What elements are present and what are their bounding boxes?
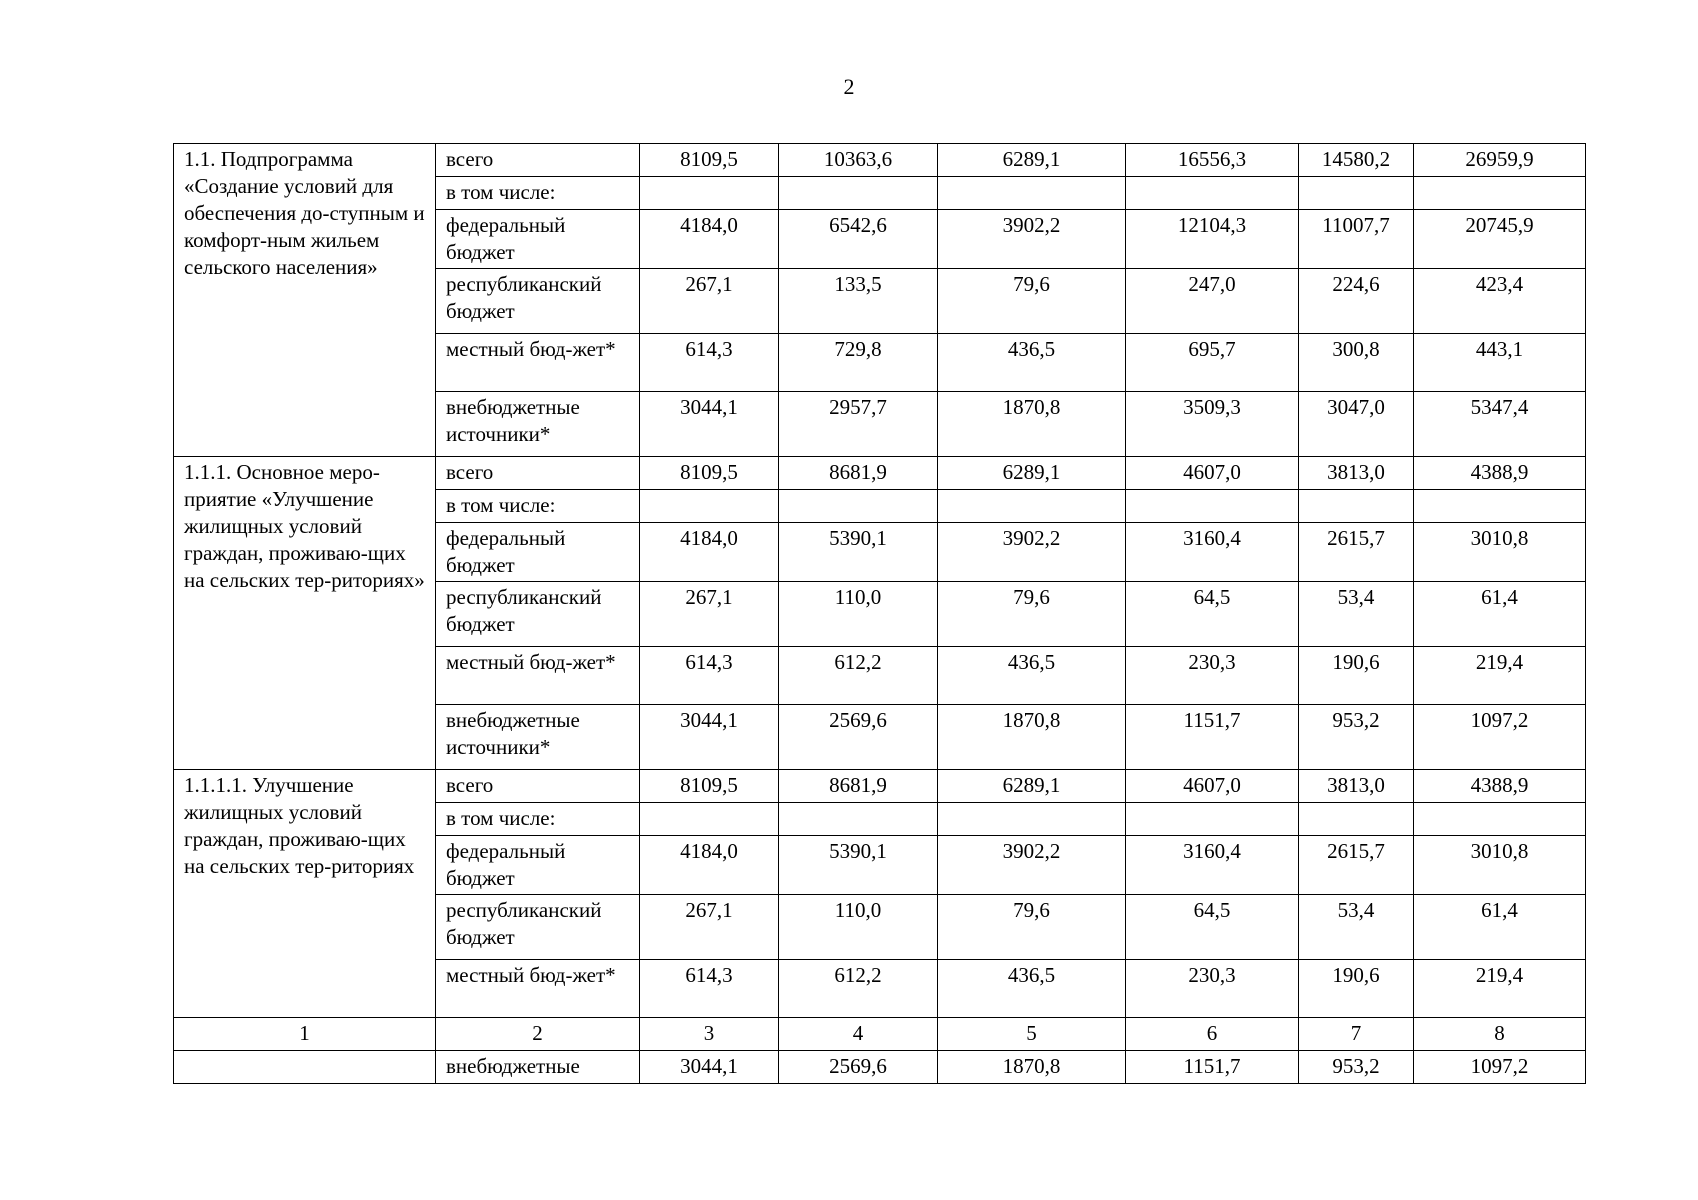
value-cell: 4388,9 <box>1414 457 1586 490</box>
value-cell: 6289,1 <box>938 770 1126 803</box>
column-number-cell: 2 <box>436 1018 640 1051</box>
column-number-cell: 5 <box>938 1018 1126 1051</box>
value-cell <box>779 177 938 210</box>
value-cell: 6289,1 <box>938 457 1126 490</box>
funding-source-cell: федеральный бюджет <box>436 210 640 269</box>
value-cell: 3044,1 <box>640 392 779 457</box>
value-cell: 612,2 <box>779 960 938 1018</box>
column-number-cell: 8 <box>1414 1018 1586 1051</box>
value-cell <box>1299 177 1414 210</box>
value-cell: 79,6 <box>938 269 1126 334</box>
value-cell: 2957,7 <box>779 392 938 457</box>
value-cell: 64,5 <box>1126 582 1299 647</box>
value-cell: 3044,1 <box>640 705 779 770</box>
funding-source-cell: в том числе: <box>436 177 640 210</box>
value-cell <box>938 490 1126 523</box>
value-cell: 10363,6 <box>779 144 938 177</box>
program-name-cell: 1.1.1.1. Улучшение жилищных условий граждан, проживаю-щих на сельских тер-риториях <box>174 770 436 1018</box>
value-cell: 14580,2 <box>1299 144 1414 177</box>
table-row <box>174 144 1586 177</box>
table-row <box>174 1051 1586 1084</box>
value-cell: 6542,6 <box>779 210 938 269</box>
value-cell: 61,4 <box>1414 582 1586 647</box>
value-cell: 2615,7 <box>1299 523 1414 582</box>
funding-source-cell: всего <box>436 770 640 803</box>
column-number-cell: 6 <box>1126 1018 1299 1051</box>
value-cell <box>779 803 938 836</box>
value-cell: 614,3 <box>640 647 779 705</box>
value-cell <box>1414 803 1586 836</box>
value-cell: 6289,1 <box>938 144 1126 177</box>
funding-source-cell: федеральный бюджет <box>436 836 640 895</box>
value-cell: 11007,7 <box>1299 210 1414 269</box>
value-cell: 4184,0 <box>640 210 779 269</box>
value-cell: 1870,8 <box>938 1051 1126 1084</box>
column-number-cell: 1 <box>174 1018 436 1051</box>
value-cell <box>1414 177 1586 210</box>
value-cell <box>938 177 1126 210</box>
value-cell: 5390,1 <box>779 836 938 895</box>
value-cell: 53,4 <box>1299 582 1414 647</box>
value-cell: 3902,2 <box>938 210 1126 269</box>
program-name-cell <box>174 1051 436 1084</box>
value-cell <box>640 490 779 523</box>
program-name-cell: 1.1.1. Основное меро-приятие «Улучшение жилищных условий граждан, проживаю-щих на сельских тер-риториях» <box>174 457 436 770</box>
value-cell: 3044,1 <box>640 1051 779 1084</box>
value-cell: 436,5 <box>938 334 1126 392</box>
value-cell: 190,6 <box>1299 960 1414 1018</box>
value-cell <box>1299 803 1414 836</box>
funding-source-cell: местный бюд-жет* <box>436 334 640 392</box>
funding-source-cell: федеральный бюджет <box>436 523 640 582</box>
value-cell: 5347,4 <box>1414 392 1586 457</box>
table-row <box>174 457 1586 490</box>
value-cell: 2569,6 <box>779 705 938 770</box>
value-cell: 695,7 <box>1126 334 1299 392</box>
funding-source-cell: в том числе: <box>436 490 640 523</box>
value-cell <box>1299 490 1414 523</box>
value-cell: 1151,7 <box>1126 705 1299 770</box>
funding-source-cell: местный бюд-жет* <box>436 960 640 1018</box>
funding-source-cell: республиканский бюджет <box>436 895 640 960</box>
value-cell: 612,2 <box>779 647 938 705</box>
value-cell: 26959,9 <box>1414 144 1586 177</box>
value-cell: 16556,3 <box>1126 144 1299 177</box>
value-cell: 4607,0 <box>1126 457 1299 490</box>
funding-source-cell: республиканский бюджет <box>436 269 640 334</box>
program-name-cell: 1.1. Подпрограмма «Создание условий для обеспечения до-ступным и комфорт-ным жильем сельского населения» <box>174 144 436 457</box>
value-cell: 3010,8 <box>1414 836 1586 895</box>
value-cell: 953,2 <box>1299 1051 1414 1084</box>
funding-source-cell: внебюджетные источники* <box>436 705 640 770</box>
table-row <box>174 770 1586 803</box>
value-cell <box>640 803 779 836</box>
funding-source-cell: внебюджетные источники* <box>436 392 640 457</box>
value-cell <box>1126 803 1299 836</box>
funding-source-cell: внебюджетные <box>436 1051 640 1084</box>
value-cell <box>1126 177 1299 210</box>
value-cell: 8109,5 <box>640 144 779 177</box>
value-cell: 267,1 <box>640 582 779 647</box>
value-cell: 614,3 <box>640 960 779 1018</box>
value-cell: 2569,6 <box>779 1051 938 1084</box>
value-cell: 3902,2 <box>938 836 1126 895</box>
value-cell: 64,5 <box>1126 895 1299 960</box>
value-cell: 3010,8 <box>1414 523 1586 582</box>
value-cell: 8681,9 <box>779 457 938 490</box>
value-cell: 1097,2 <box>1414 1051 1586 1084</box>
column-number-cell: 4 <box>779 1018 938 1051</box>
value-cell: 53,4 <box>1299 895 1414 960</box>
value-cell: 2615,7 <box>1299 836 1414 895</box>
value-cell: 267,1 <box>640 269 779 334</box>
value-cell: 8681,9 <box>779 770 938 803</box>
value-cell: 247,0 <box>1126 269 1299 334</box>
value-cell: 3047,0 <box>1299 392 1414 457</box>
value-cell: 20745,9 <box>1414 210 1586 269</box>
budget-table-body <box>174 144 1586 1084</box>
value-cell: 4607,0 <box>1126 770 1299 803</box>
budget-table <box>173 143 1586 1084</box>
value-cell: 300,8 <box>1299 334 1414 392</box>
funding-source-cell: всего <box>436 144 640 177</box>
column-number-row <box>174 1018 1586 1051</box>
value-cell: 267,1 <box>640 895 779 960</box>
value-cell: 8109,5 <box>640 770 779 803</box>
value-cell: 4184,0 <box>640 523 779 582</box>
funding-source-cell: всего <box>436 457 640 490</box>
value-cell <box>938 803 1126 836</box>
value-cell <box>1414 490 1586 523</box>
value-cell: 61,4 <box>1414 895 1586 960</box>
value-cell: 1870,8 <box>938 705 1126 770</box>
value-cell: 230,3 <box>1126 647 1299 705</box>
value-cell: 3509,3 <box>1126 392 1299 457</box>
value-cell: 8109,5 <box>640 457 779 490</box>
value-cell: 443,1 <box>1414 334 1586 392</box>
value-cell: 230,3 <box>1126 960 1299 1018</box>
column-number-cell: 3 <box>640 1018 779 1051</box>
value-cell <box>640 177 779 210</box>
value-cell: 3160,4 <box>1126 523 1299 582</box>
value-cell: 219,4 <box>1414 647 1586 705</box>
value-cell: 219,4 <box>1414 960 1586 1018</box>
value-cell: 3813,0 <box>1299 457 1414 490</box>
value-cell: 1097,2 <box>1414 705 1586 770</box>
value-cell: 953,2 <box>1299 705 1414 770</box>
value-cell: 110,0 <box>779 582 938 647</box>
value-cell: 4184,0 <box>640 836 779 895</box>
funding-source-cell: в том числе: <box>436 803 640 836</box>
value-cell: 79,6 <box>938 582 1126 647</box>
value-cell: 1151,7 <box>1126 1051 1299 1084</box>
value-cell <box>779 490 938 523</box>
value-cell: 3902,2 <box>938 523 1126 582</box>
value-cell: 133,5 <box>779 269 938 334</box>
page-number: 2 <box>843 74 855 99</box>
value-cell: 436,5 <box>938 647 1126 705</box>
value-cell: 729,8 <box>779 334 938 392</box>
value-cell: 423,4 <box>1414 269 1586 334</box>
funding-source-cell: местный бюд-жет* <box>436 647 640 705</box>
column-number-cell: 7 <box>1299 1018 1414 1051</box>
value-cell: 436,5 <box>938 960 1126 1018</box>
value-cell: 190,6 <box>1299 647 1414 705</box>
value-cell: 4388,9 <box>1414 770 1586 803</box>
value-cell: 12104,3 <box>1126 210 1299 269</box>
value-cell: 224,6 <box>1299 269 1414 334</box>
value-cell: 3813,0 <box>1299 770 1414 803</box>
value-cell: 5390,1 <box>779 523 938 582</box>
value-cell: 3160,4 <box>1126 836 1299 895</box>
value-cell: 614,3 <box>640 334 779 392</box>
value-cell: 79,6 <box>938 895 1126 960</box>
value-cell <box>1126 490 1299 523</box>
funding-source-cell: республиканский бюджет <box>436 582 640 647</box>
value-cell: 110,0 <box>779 895 938 960</box>
value-cell: 1870,8 <box>938 392 1126 457</box>
